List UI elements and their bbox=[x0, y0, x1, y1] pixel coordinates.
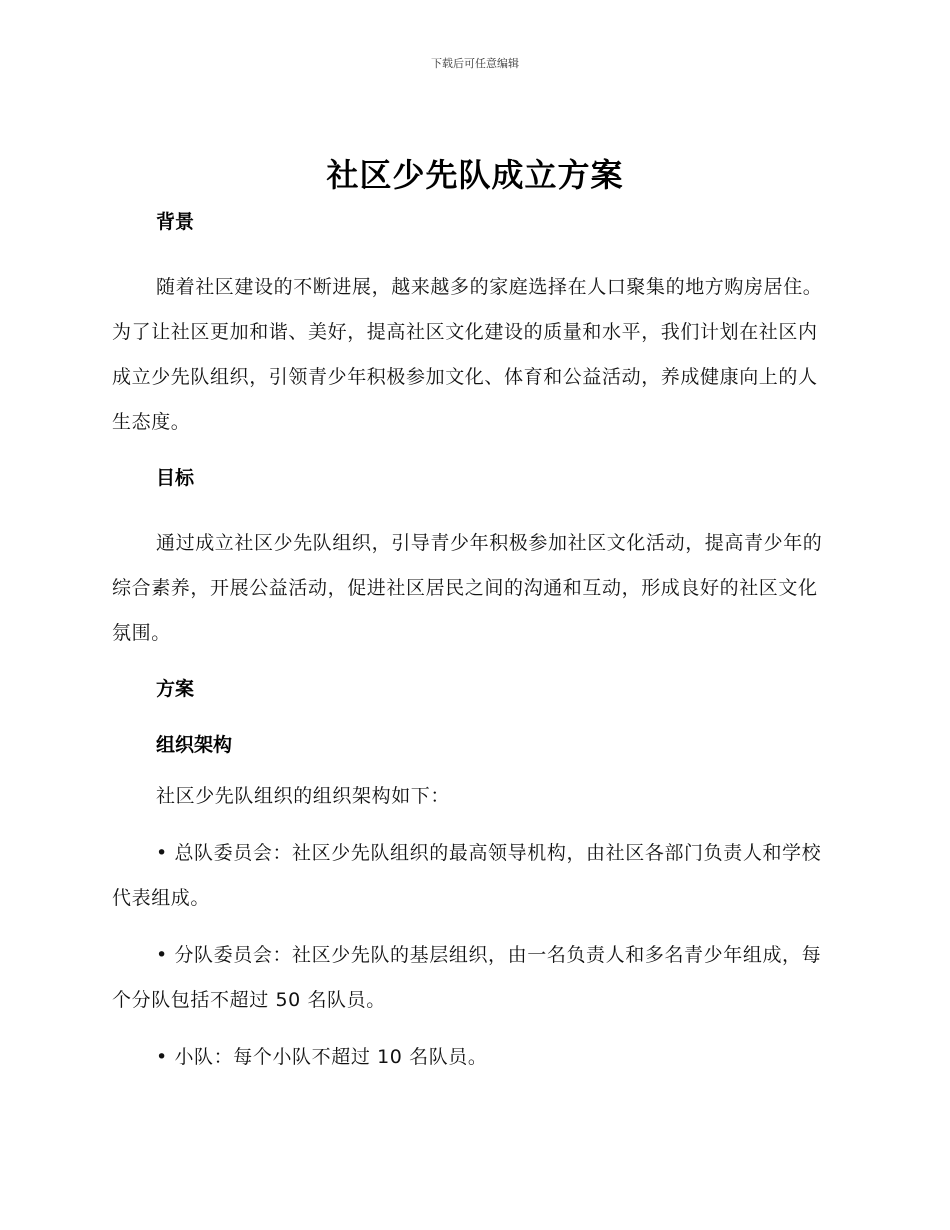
paragraph-background: 随着社区建设的不断进展，越来越多的家庭选择在人口聚集的地方购房居住。为了让社区更加和谐、美好，提高社区文化建设的质量和水平，我们计划在社区内成立少先队组织，引领青少年积极参加文化、体育和公益活动，养成健康向上的人生态度。 bbox=[112, 276, 823, 433]
paragraph-goal: 通过成立社区少先队组织，引导青少年积极参加社区文化活动，提高青少年的综合素养，开展公益活动，促进社区居民之间的沟通和互动，形成良好的社区文化氛围。 bbox=[112, 532, 823, 644]
list-item-squad-committee: • 分队委员会：社区少先队的基层组织，由一名负责人和多名青少年组成，每个分队包括不超过 50 名队员。 bbox=[112, 944, 822, 1011]
paragraph-structure-intro: 社区少先队组织的组织架构如下： bbox=[156, 785, 451, 807]
list-item-general-committee: • 总队委员会：社区少先队组织的最高领导机构，由社区各部门负责人和学校代表组成。 bbox=[112, 842, 822, 909]
section-heading-goal: 目标 bbox=[156, 467, 195, 489]
list-item-small-team: • 小队：每个小队不超过 10 名队员。 bbox=[156, 1046, 488, 1068]
section-heading-background: 背景 bbox=[156, 211, 195, 233]
header-note: 下载后可任意编辑 bbox=[431, 57, 519, 70]
section-heading-plan: 方案 bbox=[156, 678, 195, 700]
document-body bbox=[112, 205, 834, 1080]
document-title: 社区少先队成立方案 bbox=[326, 156, 624, 194]
section-heading-structure: 组织架构 bbox=[156, 734, 233, 756]
